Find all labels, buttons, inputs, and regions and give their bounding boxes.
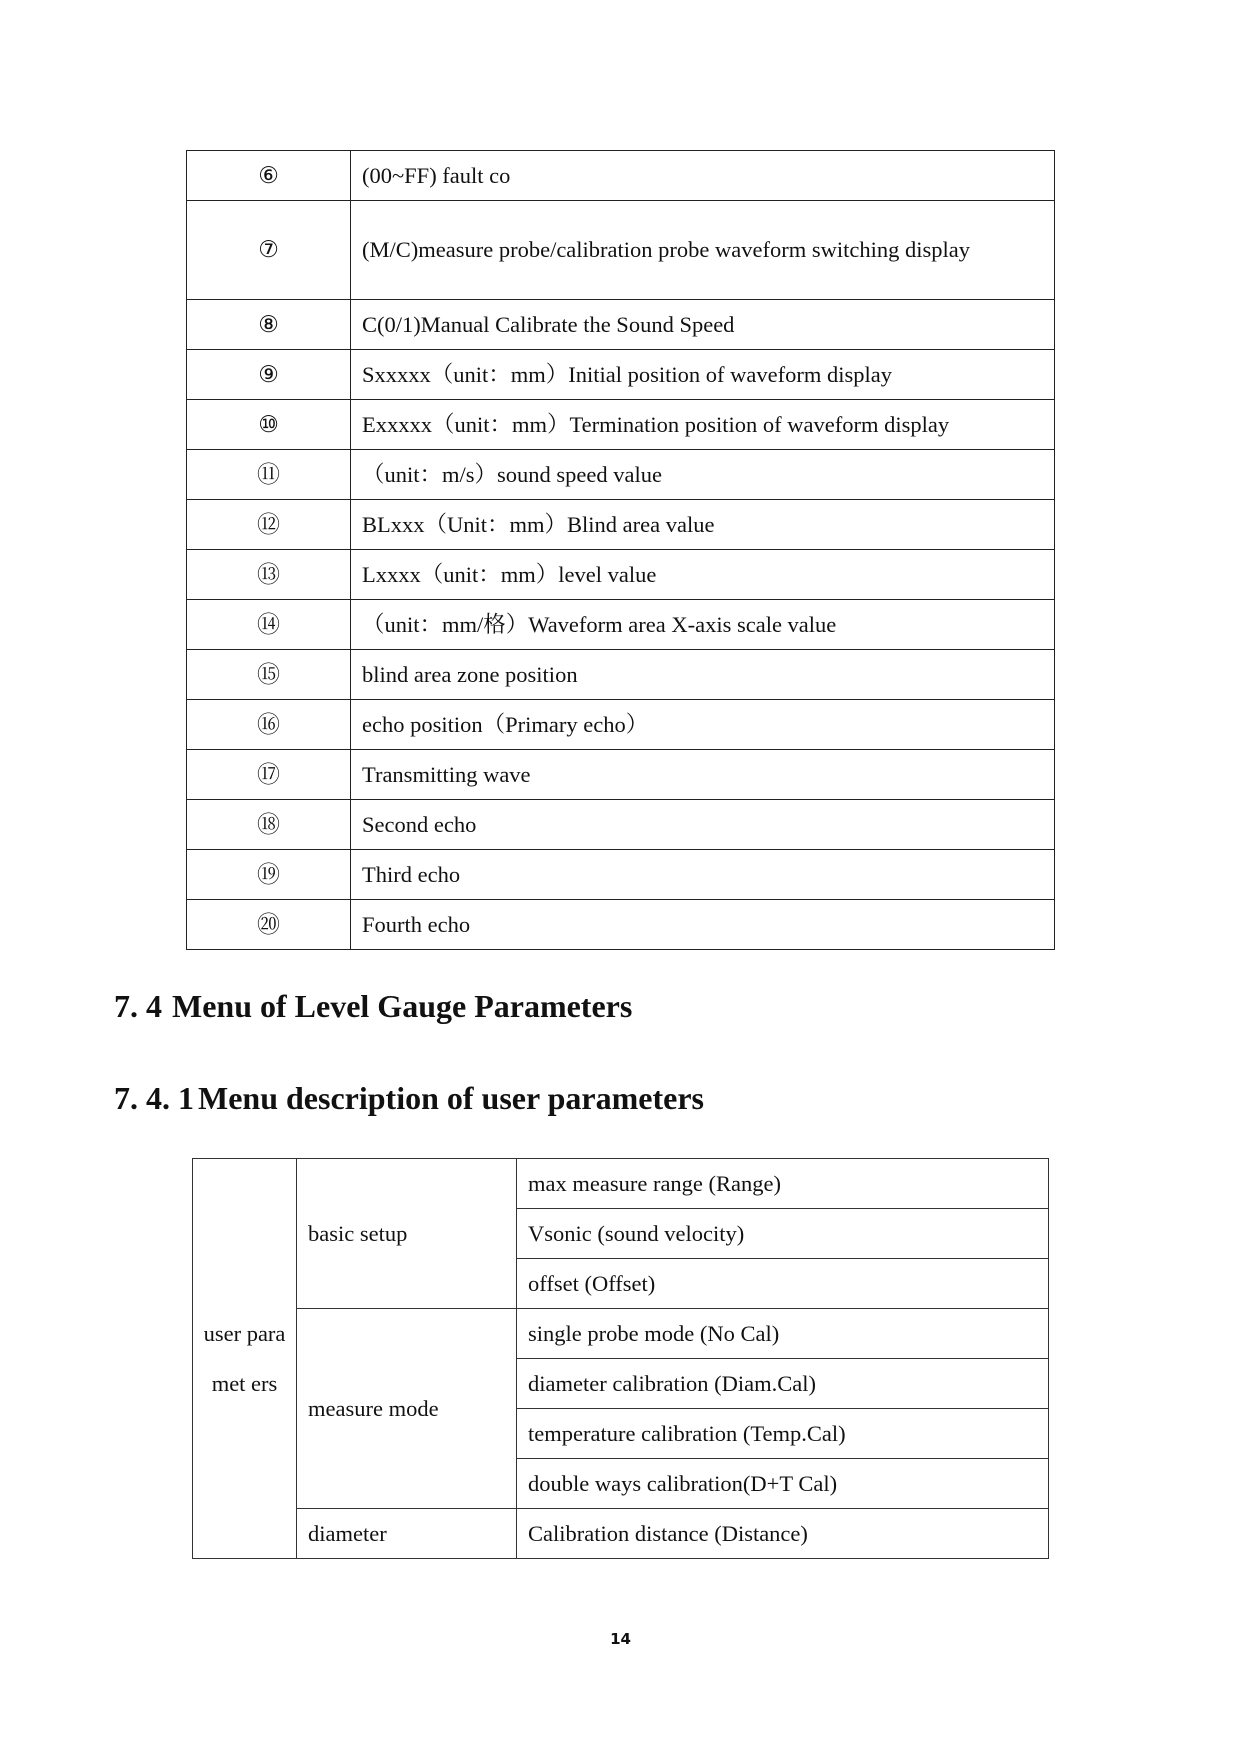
item-number: ⑬ — [187, 549, 351, 599]
parameter-item: diameter calibration (Diam.Cal) — [517, 1359, 1049, 1409]
item-description: Sxxxxx（unit：mm）Initial position of waveform display — [351, 349, 1055, 399]
item-number: ⑨ — [187, 349, 351, 399]
parameter-item: max measure range (Range) — [517, 1159, 1049, 1209]
section-number: 7. 4 — [114, 988, 162, 1024]
item-description: (00~FF) fault co — [351, 151, 1055, 201]
item-number: ⑧ — [187, 299, 351, 349]
table-row — [187, 449, 1055, 499]
table-row — [187, 349, 1055, 399]
item-description: echo position（Primary echo） — [351, 699, 1055, 749]
item-description: BLxxx（Unit：mm）Blind area value — [351, 499, 1055, 549]
parameter-item: temperature calibration (Temp.Cal) — [517, 1409, 1049, 1459]
table-row — [193, 1159, 1049, 1209]
page-number: 14 — [610, 1630, 631, 1648]
parameter-group-label: user paramet ers — [193, 1159, 297, 1559]
item-description: (M/C)measure probe/calibration probe waveform switching display — [351, 201, 1055, 300]
table-row — [187, 699, 1055, 749]
item-number: ⑰ — [187, 749, 351, 799]
section-basic-setup: basic setup — [297, 1159, 517, 1309]
parameter-item: Vsonic (sound velocity) — [517, 1209, 1049, 1259]
table-row — [187, 599, 1055, 649]
item-number: ⑳ — [187, 899, 351, 949]
item-number: ⑪ — [187, 449, 351, 499]
table-row — [187, 649, 1055, 699]
table-row — [187, 151, 1055, 201]
item-description: Lxxxx（unit：mm）level value — [351, 549, 1055, 599]
item-description: （unit：mm/格）Waveform area X-axis scale value — [351, 599, 1055, 649]
item-number: ⑱ — [187, 799, 351, 849]
table-row — [187, 749, 1055, 799]
table-row — [187, 899, 1055, 949]
section-heading-7-4 — [114, 988, 632, 1025]
item-description: （unit：m/s）sound speed value — [351, 449, 1055, 499]
item-number: ⑦ — [187, 201, 351, 300]
item-description: Exxxxx（unit：mm）Termination position of waveform display — [351, 399, 1055, 449]
table-row — [187, 201, 1055, 300]
table-row — [193, 1309, 1049, 1359]
item-number: ⑭ — [187, 599, 351, 649]
item-number: ⑯ — [187, 699, 351, 749]
section-diameter: diameter — [297, 1509, 517, 1559]
item-number: ⑥ — [187, 151, 351, 201]
section-heading-7-4-1 — [114, 1080, 704, 1117]
parameter-item: offset (Offset) — [517, 1259, 1049, 1309]
table-row — [187, 849, 1055, 899]
item-description: blind area zone position — [351, 649, 1055, 699]
section-measure-mode: measure mode — [297, 1309, 517, 1509]
section-title: Menu of Level Gauge Parameters — [172, 988, 633, 1024]
table-row — [187, 549, 1055, 599]
item-number: ⑲ — [187, 849, 351, 899]
item-number: ⑮ — [187, 649, 351, 699]
parameter-item: single probe mode (No Cal) — [517, 1309, 1049, 1359]
table-row — [187, 399, 1055, 449]
item-description: Second echo — [351, 799, 1055, 849]
parameter-item: Calibration distance (Distance) — [517, 1509, 1049, 1559]
item-number: ⑩ — [187, 399, 351, 449]
table-row — [187, 799, 1055, 849]
user-parameters-table — [192, 1158, 1049, 1559]
parameter-item: double ways calibration(D+T Cal) — [517, 1459, 1049, 1509]
item-description: C(0/1)Manual Calibrate the Sound Speed — [351, 299, 1055, 349]
table-row — [187, 299, 1055, 349]
section-number: 7. 4. 1 — [114, 1080, 194, 1116]
section-title: Menu description of user parameters — [198, 1080, 704, 1116]
table-row — [193, 1509, 1049, 1559]
item-description: Fourth echo — [351, 899, 1055, 949]
item-description: Third echo — [351, 849, 1055, 899]
item-number: ⑫ — [187, 499, 351, 549]
item-description: Transmitting wave — [351, 749, 1055, 799]
display-legend-table — [186, 150, 1055, 950]
table-row — [187, 499, 1055, 549]
